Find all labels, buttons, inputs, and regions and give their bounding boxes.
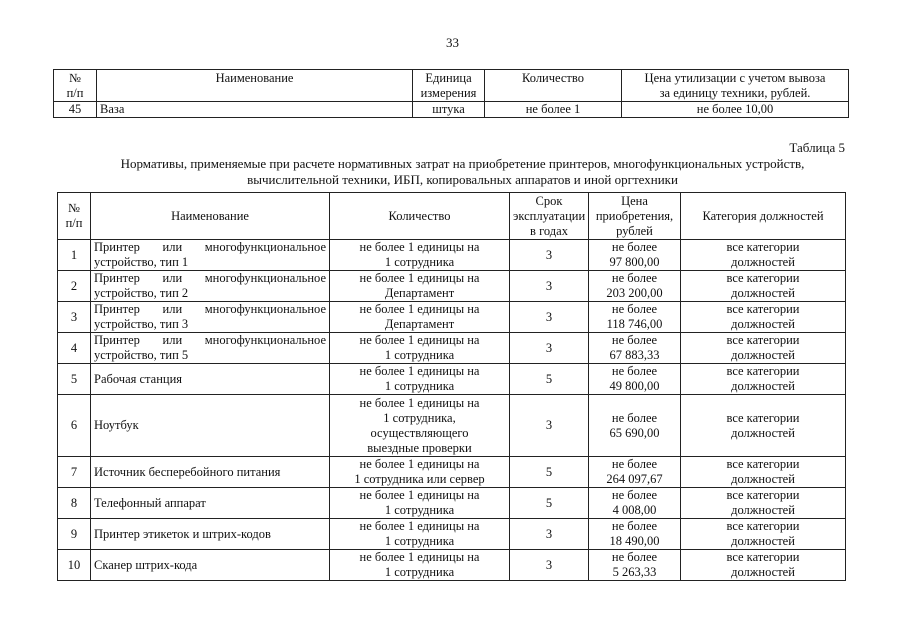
table-title: Нормативы, применяемые при расчете нормативных затрат на приобретение принтеров, многофункциональных устройств, вычислительной техники, ИБП, копировальных аппаратов и иной оргтехники bbox=[120, 156, 805, 187]
table-row bbox=[58, 271, 846, 302]
row-num-text: 2 bbox=[70, 278, 78, 293]
table-row bbox=[58, 519, 846, 550]
row-price-text: не более 4 008,00 bbox=[611, 488, 658, 517]
row-price-text: не более 97 800,00 bbox=[609, 240, 660, 269]
row-category bbox=[681, 550, 846, 581]
table-row bbox=[58, 240, 846, 271]
row-num bbox=[58, 395, 91, 457]
row-quantity bbox=[330, 271, 510, 302]
row-price-text: не более 49 800,00 bbox=[609, 364, 660, 393]
table-row bbox=[58, 302, 846, 333]
row-name bbox=[91, 364, 330, 395]
row-num-text: 7 bbox=[70, 464, 78, 479]
row-num bbox=[58, 240, 91, 271]
page-number: 33 bbox=[446, 35, 459, 50]
table-row bbox=[58, 333, 846, 364]
row-category-text: все категории должностей bbox=[726, 519, 800, 548]
col-header-num: № п/п bbox=[58, 193, 91, 240]
row-name bbox=[91, 519, 330, 550]
row-quantity-text: не более 1 единицы на Департамент bbox=[359, 271, 480, 300]
row-category-text: все категории должностей bbox=[726, 457, 800, 486]
row-num-text: 6 bbox=[70, 418, 78, 432]
row-category bbox=[681, 333, 846, 364]
row-category-text: все категории должностей bbox=[726, 333, 800, 362]
row-quantity bbox=[330, 364, 510, 395]
row-name bbox=[91, 271, 330, 302]
row-quantity-text: не более 1 единицы на Департамент bbox=[359, 302, 480, 331]
row-service-life bbox=[510, 333, 589, 364]
row-name-line2: устройство, тип 5 bbox=[94, 348, 189, 362]
row-service-life-text: 3 bbox=[545, 278, 553, 293]
row-name-line1: Сканер штрих-кода bbox=[94, 557, 198, 572]
table-row bbox=[58, 364, 846, 395]
row-quantity-text: не более 1 единицы на 1 сотрудника bbox=[359, 364, 480, 393]
row-service-life bbox=[510, 395, 589, 457]
row-name-line2: устройство, тип 2 bbox=[94, 286, 189, 300]
row-name bbox=[91, 395, 330, 457]
row-service-life-text: 3 bbox=[545, 557, 553, 572]
row-service-life-text: 5 bbox=[545, 464, 553, 479]
row-quantity-text: не более 1 единицы на 1 сотрудника bbox=[359, 488, 480, 517]
row-name-line2: устройство, тип 1 bbox=[94, 255, 189, 269]
table-header-row bbox=[54, 70, 849, 102]
row-name-line2: устройство, тип 3 bbox=[94, 317, 189, 331]
row-name-line1: Рабочая станция bbox=[94, 371, 183, 386]
row-category bbox=[681, 395, 846, 457]
row-name bbox=[91, 302, 330, 333]
col-header-name: Наименование bbox=[91, 193, 330, 240]
norms-table bbox=[57, 192, 846, 581]
row-name bbox=[91, 488, 330, 519]
row-name-line1: Принтер или многофункциональное bbox=[94, 302, 326, 316]
row-quantity bbox=[330, 333, 510, 364]
row-service-life bbox=[510, 240, 589, 271]
row-category bbox=[681, 271, 846, 302]
row-quantity bbox=[330, 302, 510, 333]
table-row bbox=[58, 488, 846, 519]
row-quantity bbox=[330, 550, 510, 581]
row-num-text: 5 bbox=[70, 371, 78, 386]
row-num bbox=[58, 550, 91, 581]
row-quantity-text: не более 1 единицы на 1 сотрудника bbox=[359, 333, 480, 362]
row-num bbox=[58, 457, 91, 488]
row-num: 45 bbox=[54, 102, 97, 118]
col-header-price: Цена приобретения, рублей bbox=[589, 193, 681, 240]
row-service-life bbox=[510, 302, 589, 333]
row-num bbox=[58, 364, 91, 395]
row-category-text: все категории должностей bbox=[726, 271, 800, 300]
row-quantity-text: не более 1 единицы на 1 сотрудника bbox=[359, 519, 480, 548]
col-header-price: Цена утилизации с учетом вывоза за единицу техники, рублей. bbox=[622, 70, 849, 102]
col-header-name: Наименование bbox=[97, 70, 413, 102]
col-header-quantity: Количество bbox=[485, 70, 622, 102]
row-num-text: 4 bbox=[70, 340, 78, 355]
row-quantity-text: не более 1 единицы на 1 сотрудника или сервер bbox=[354, 457, 485, 486]
row-name bbox=[91, 240, 330, 271]
row-name-line1: Телефонный аппарат bbox=[94, 495, 206, 510]
col-header-quantity: Количество bbox=[330, 193, 510, 240]
row-service-life-text: 3 bbox=[545, 340, 553, 355]
row-quantity-text: не более 1 единицы на 1 сотрудника bbox=[359, 240, 480, 269]
row-price-text: не более 18 490,00 bbox=[609, 519, 660, 548]
row-category bbox=[681, 519, 846, 550]
row-category-text: все категории должностей bbox=[726, 364, 800, 393]
row-quantity-text: не более 1 единицы на 1 сотрудника, осуществляющего выездные проверки bbox=[359, 395, 480, 455]
row-service-life bbox=[510, 457, 589, 488]
row-price bbox=[589, 302, 681, 333]
row-name-line1: Ноутбук bbox=[94, 418, 139, 432]
row-name bbox=[91, 457, 330, 488]
row-category-text: все категории должностей bbox=[726, 410, 800, 440]
row-category bbox=[681, 457, 846, 488]
row-name bbox=[91, 333, 330, 364]
row-price bbox=[589, 271, 681, 302]
row-name-line1: Источник бесперебойного питания bbox=[94, 464, 281, 479]
row-num bbox=[58, 271, 91, 302]
row-num bbox=[58, 488, 91, 519]
row-num-text: 9 bbox=[70, 526, 78, 541]
row-name-line1: Принтер или многофункциональное bbox=[94, 271, 326, 285]
row-price bbox=[589, 550, 681, 581]
col-header-category: Категория должностей bbox=[681, 193, 846, 240]
row-service-life bbox=[510, 271, 589, 302]
row-name: Ваза bbox=[97, 102, 413, 118]
row-quantity bbox=[330, 488, 510, 519]
row-price-text: не более 118 746,00 bbox=[606, 302, 663, 331]
row-price bbox=[589, 488, 681, 519]
row-price bbox=[589, 240, 681, 271]
disposal-table bbox=[53, 69, 849, 118]
row-name-line1: Принтер этикеток и штрих-кодов bbox=[94, 526, 271, 541]
row-price bbox=[589, 333, 681, 364]
row-price bbox=[589, 364, 681, 395]
row-category-text: все категории должностей bbox=[726, 302, 800, 331]
row-price-text: не более 203 200,00 bbox=[606, 271, 663, 300]
row-quantity bbox=[330, 240, 510, 271]
row-num bbox=[58, 333, 91, 364]
table-label: Таблица 5 bbox=[789, 140, 845, 155]
row-price-text: не более 67 883,33 bbox=[609, 333, 660, 362]
row-service-life-text: 3 bbox=[545, 418, 553, 432]
row-quantity bbox=[330, 519, 510, 550]
row-quantity: не более 1 bbox=[485, 102, 622, 118]
row-num-text: 10 bbox=[67, 557, 81, 572]
row-price bbox=[589, 395, 681, 457]
row-category bbox=[681, 240, 846, 271]
row-service-life-text: 5 bbox=[545, 495, 553, 510]
row-category-text: все категории должностей bbox=[726, 240, 800, 269]
row-category bbox=[681, 302, 846, 333]
table-row bbox=[58, 550, 846, 581]
row-price: не более 10,00 bbox=[622, 102, 849, 118]
table-header-row bbox=[58, 193, 846, 240]
row-num bbox=[58, 519, 91, 550]
row-service-life bbox=[510, 364, 589, 395]
row-service-life-text: 3 bbox=[545, 309, 553, 324]
row-price bbox=[589, 457, 681, 488]
row-unit: штука bbox=[413, 102, 485, 118]
col-header-service-life: Срок эксплуатации в годах bbox=[510, 193, 589, 240]
row-num-text: 1 bbox=[70, 247, 78, 262]
row-price-text: не более 264 097,67 bbox=[606, 457, 663, 486]
row-num-text: 3 bbox=[70, 309, 78, 324]
row-service-life bbox=[510, 550, 589, 581]
row-service-life-text: 5 bbox=[545, 371, 553, 386]
row-name-line1: Принтер или многофункциональное bbox=[94, 240, 326, 254]
table-row bbox=[54, 102, 849, 118]
row-num-text: 8 bbox=[70, 495, 78, 510]
row-category-text: все категории должностей bbox=[726, 550, 800, 579]
row-service-life bbox=[510, 519, 589, 550]
row-name bbox=[91, 550, 330, 581]
row-category bbox=[681, 488, 846, 519]
row-price-text: не более 65 690,00 bbox=[609, 410, 660, 440]
row-name-line1: Принтер или многофункциональное bbox=[94, 333, 326, 347]
row-category-text: все категории должностей bbox=[726, 488, 800, 517]
table-row bbox=[58, 457, 846, 488]
row-service-life bbox=[510, 488, 589, 519]
row-service-life-text: 3 bbox=[545, 247, 553, 262]
col-header-unit: Единица измерения bbox=[413, 70, 485, 102]
row-num bbox=[58, 302, 91, 333]
row-service-life-text: 3 bbox=[545, 526, 553, 541]
row-price-text: не более 5 263,33 bbox=[611, 550, 658, 579]
col-header-num: № п/п bbox=[54, 70, 97, 102]
row-quantity bbox=[330, 457, 510, 488]
row-quantity-text: не более 1 единицы на 1 сотрудника bbox=[359, 550, 480, 579]
row-category bbox=[681, 364, 846, 395]
row-quantity bbox=[330, 395, 510, 457]
table-row bbox=[58, 395, 846, 457]
row-price bbox=[589, 519, 681, 550]
